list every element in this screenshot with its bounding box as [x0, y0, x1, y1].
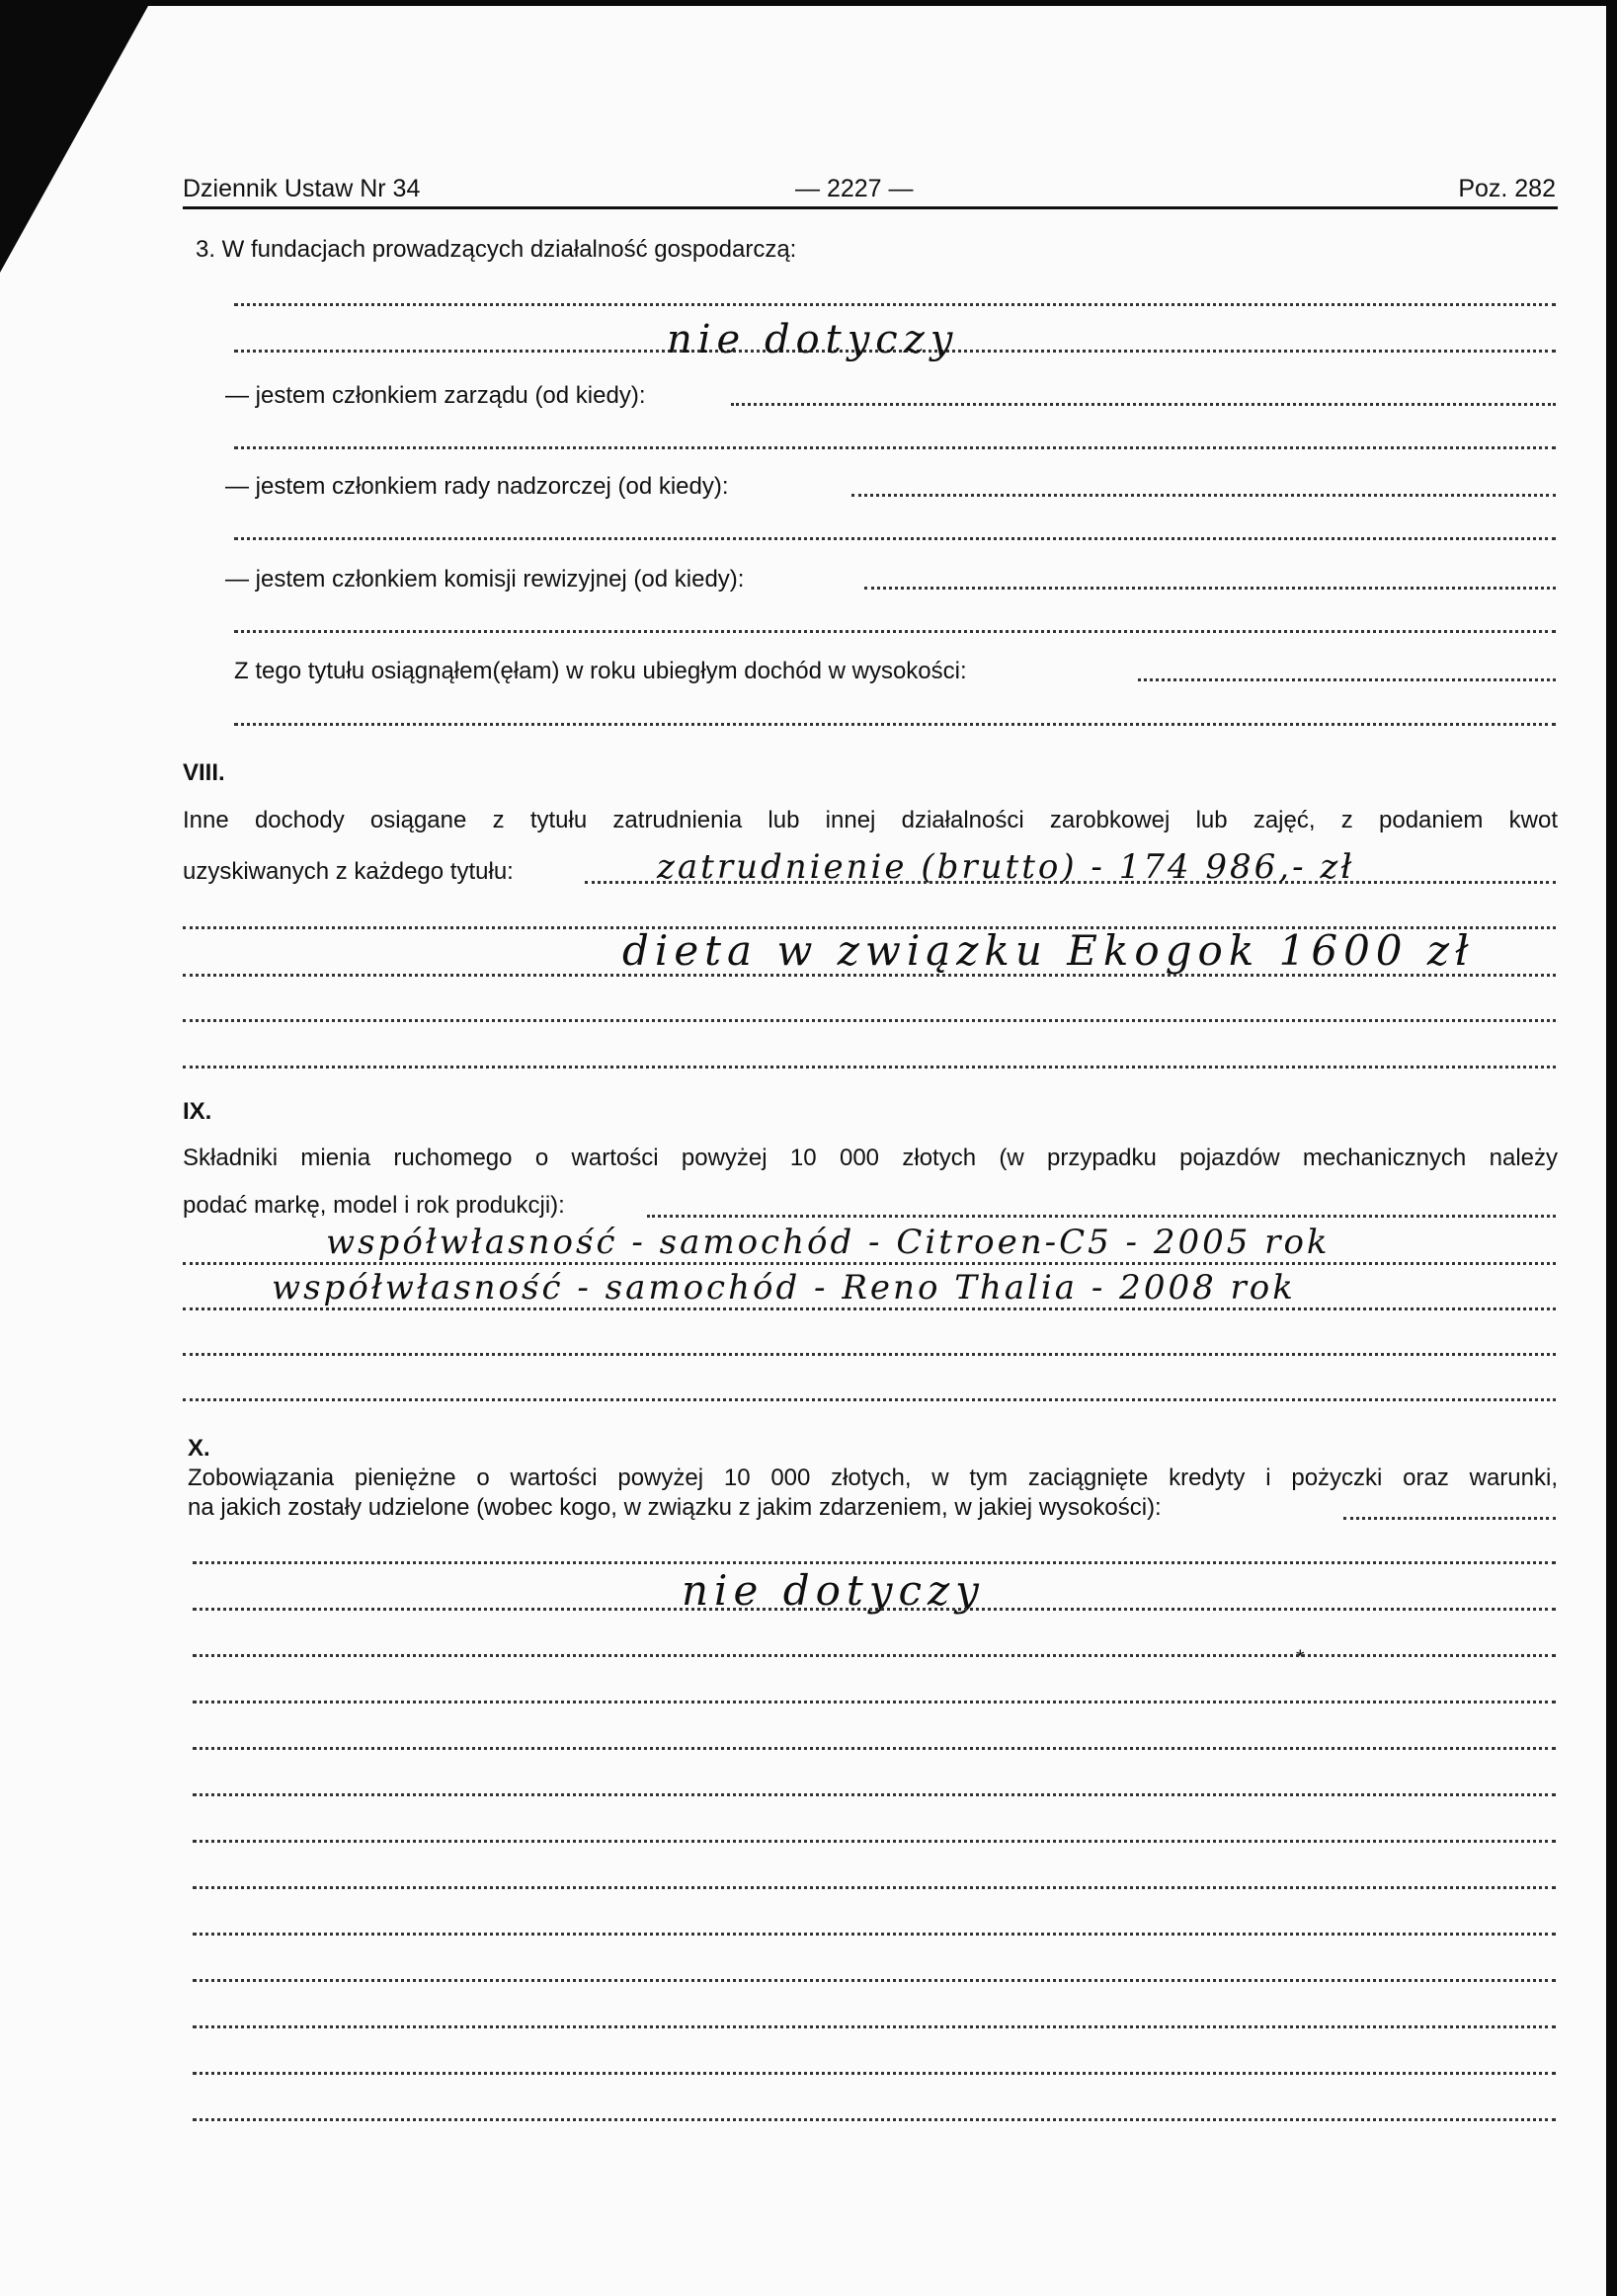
dotted-line — [193, 2118, 1556, 2121]
dotted-line — [193, 1701, 1556, 1703]
section-8-text-cont: uzyskiwanych z każdego tytułu: — [183, 858, 514, 885]
dotted-line — [234, 723, 1556, 726]
dotted-line — [193, 1561, 1556, 1564]
dotted-line — [193, 1886, 1556, 1889]
section-3-heading: 3. W fundacjach prowadzących działalność gospodarczą: — [196, 236, 797, 263]
header-rule — [183, 206, 1558, 209]
dotted-line — [183, 1019, 1556, 1022]
section-10-text-cont: na jakich zostały udzielone (wobec kogo, w związku z jakim zdarzeniem, w jakiej wysokości): — [188, 1494, 1162, 1521]
dotted-line — [193, 1747, 1556, 1750]
dotted-line — [193, 1979, 1556, 1982]
dotted-line — [193, 1793, 1556, 1796]
section-9-number: IX. — [183, 1098, 212, 1125]
dotted-line — [193, 1840, 1556, 1843]
folded-corner — [0, 6, 148, 273]
handwritten-vehicle-1: współwłasność - samochód - Citroen-C5 - 2005 rok — [326, 1223, 1331, 1262]
page-number: — 2227 — — [795, 175, 914, 202]
document-page — [0, 6, 1606, 2296]
handwritten-not-applicable-2: nie dotyczy — [682, 1566, 985, 1615]
ink-mark: * — [1296, 1645, 1305, 1670]
dotted-line — [1343, 1517, 1556, 1520]
dotted-line — [193, 2025, 1556, 2028]
dotted-line — [864, 587, 1556, 590]
dotted-line — [1138, 678, 1556, 681]
handwritten-vehicle-2: współwłasność - samochód - Reno Thalia - 2008 rok — [272, 1268, 1296, 1307]
label-komisja: — jestem członkiem komisji rewizyjnej (od kiedy): — [225, 566, 745, 593]
dotted-line — [234, 537, 1556, 540]
label-zarzad: — jestem członkiem zarządu (od kiedy): — [225, 382, 646, 409]
page-header — [183, 167, 1556, 210]
handwritten-income-2: dieta w związku Ekogok 1600 zł — [622, 926, 1475, 975]
label-dochod: Z tego tytułu osiągnąłem(ęłam) w roku ubiegłym dochód w wysokości: — [234, 658, 967, 684]
section-10-number: X. — [188, 1435, 210, 1462]
dotted-line — [234, 630, 1556, 633]
journal-title: Dziennik Ustaw Nr 34 — [183, 175, 421, 202]
dotted-line — [647, 1215, 1556, 1218]
dotted-line — [234, 446, 1556, 449]
section-10-text: Zobowiązania pieniężne o wartości powyżej 10 000 złotych, w tym zaciągnięte kredyty i pożyczki oraz warunki, — [188, 1465, 1558, 1491]
dotted-line — [193, 1654, 1556, 1657]
position-number: Poz. 282 — [1458, 175, 1556, 202]
handwritten-not-applicable: nie dotyczy — [667, 317, 959, 362]
dotted-line — [193, 2072, 1556, 2075]
section-8-text: Inne dochody osiągane z tytułu zatrudnienia lub innej działalności zarobkowej lub zajęć, z podaniem kwot — [183, 807, 1558, 833]
dotted-line — [183, 1066, 1556, 1069]
dotted-line — [183, 1262, 1556, 1265]
dotted-line — [851, 494, 1556, 497]
dotted-line — [234, 303, 1556, 306]
dotted-line — [193, 1608, 1556, 1611]
section-8-number: VIII. — [183, 759, 225, 786]
dotted-line — [183, 1398, 1556, 1401]
section-9-text-cont: podać markę, model i rok produkcji): — [183, 1192, 565, 1219]
dotted-line — [193, 1933, 1556, 1936]
section-9-text: Składniki mienia ruchomego o wartości powyżej 10 000 złotych (w przypadku pojazdów mechanicznych należy — [183, 1145, 1558, 1171]
handwritten-income-1: zatrudnienie (brutto) - 174 986,- zł — [657, 847, 1355, 887]
dotted-line — [731, 403, 1556, 406]
dotted-line — [183, 1353, 1556, 1356]
label-rada: — jestem członkiem rady nadzorczej (od kiedy): — [225, 473, 729, 500]
dotted-line — [183, 1307, 1556, 1310]
